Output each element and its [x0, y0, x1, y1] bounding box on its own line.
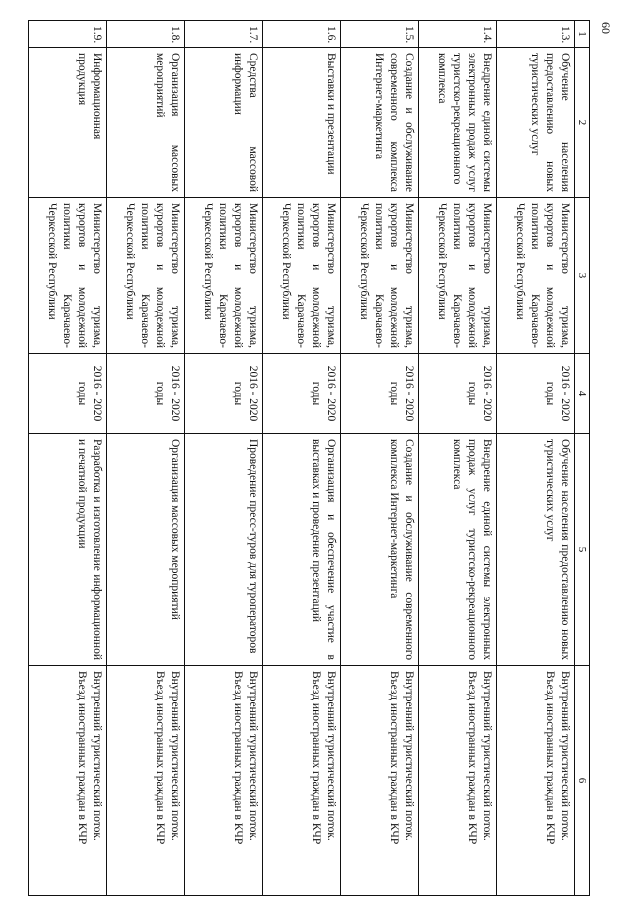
result-tourist-flow: Внутренний туристический поток. — [403, 671, 415, 841]
executor-cell: Министерство туризма, курортов и молодежной политики Карачаево-Черкесской Республики — [341, 198, 419, 354]
table-row — [185, 21, 263, 896]
row-number-cell: 1.3. — [497, 21, 575, 48]
activity-cell: Разработка и изготовление информационной и печатной продукции — [29, 434, 107, 666]
activity-cell: Организация массовых мероприятий — [107, 434, 185, 666]
period-cell: 2016 - 2020 годы — [497, 354, 575, 434]
rotated-page-area — [46, 20, 590, 895]
table-row — [263, 21, 341, 896]
page-number: 60 — [599, 22, 613, 34]
column-number: 5 — [575, 434, 590, 666]
executor-cell: Министерство туризма, курортов и молодежной политики Карачаево-Черкесской Республики — [497, 198, 575, 354]
result-foreign-entry: Въезд иностранных граждан в КЧР — [310, 671, 323, 845]
column-number-row — [575, 21, 590, 896]
result-foreign-entry: Въезд иностранных граждан в КЧР — [544, 671, 557, 845]
program-measures-table — [28, 20, 590, 896]
row-number-cell: 1.9. — [29, 21, 107, 48]
activity-cell: Организация и обеспечение участие в выставках и проведение презентаций — [263, 434, 341, 666]
expected-result-cell — [185, 666, 263, 896]
activity-cell: Обучение населения предоставлению новых туристических услуг — [497, 434, 575, 666]
expected-result-cell — [497, 666, 575, 896]
row-number-cell: 1.5. — [341, 21, 419, 48]
executor-cell: Министерство туризма, курортов и молодежной политики Карачаево-Черкесской Республики — [107, 198, 185, 354]
column-number: 1 — [575, 21, 590, 48]
period-cell: 2016 - 2020 годы — [185, 354, 263, 434]
period-cell: 2016 - 2020 годы — [341, 354, 419, 434]
result-foreign-entry: Въезд иностранных граждан в КЧР — [154, 671, 167, 845]
result-tourist-flow: Внутренний туристический поток. — [481, 671, 493, 841]
period-cell: 2016 - 2020 годы — [419, 354, 497, 434]
activity-cell: Проведение пресс-туров для туроператоров — [185, 434, 263, 666]
expected-result-cell — [263, 666, 341, 896]
table-row — [107, 21, 185, 896]
expected-result-cell — [107, 666, 185, 896]
activity-cell: Создание и обслуживание современного комплекса Интернет-маркетинга — [341, 434, 419, 666]
row-number-cell: 1.7. — [185, 21, 263, 48]
column-number: 4 — [575, 354, 590, 434]
period-cell: 2016 - 2020 годы — [263, 354, 341, 434]
column-number: 3 — [575, 198, 590, 354]
result-foreign-entry: Въезд иностранных граждан в КЧР — [232, 671, 245, 845]
row-number-cell: 1.4. — [419, 21, 497, 48]
measure-name-cell: Средства массовой информации — [185, 48, 263, 198]
table-row — [419, 21, 497, 896]
executor-cell: Министерство туризма, курортов и молодежной политики Карачаево-Черкесской Республики — [185, 198, 263, 354]
period-cell: 2016 - 2020 годы — [107, 354, 185, 434]
result-foreign-entry: Въезд иностранных граждан в КЧР — [76, 671, 89, 845]
expected-result-cell — [341, 666, 419, 896]
measure-name-cell: Информационная продукция — [29, 48, 107, 198]
executor-cell: Министерство туризма, курортов и молодежной политики Карачаево-Черкесской Республики — [263, 198, 341, 354]
result-foreign-entry: Въезд иностранных граждан в КЧР — [466, 671, 479, 845]
table-row — [29, 21, 107, 896]
result-tourist-flow: Внутренний туристический поток. — [91, 671, 103, 841]
expected-result-cell — [29, 666, 107, 896]
expected-result-cell — [419, 666, 497, 896]
result-tourist-flow: Внутренний туристический поток. — [169, 671, 181, 841]
result-tourist-flow: Внутренний туристический поток. — [559, 671, 571, 841]
column-number: 2 — [575, 48, 590, 198]
executor-cell: Министерство туризма, курортов и молодежной политики Карачаево-Черкесской Республики — [419, 198, 497, 354]
measure-name-cell: Выставки и презентации — [263, 48, 341, 198]
measure-name-cell: Обучение населения предоставлению новых туристических услуг — [497, 48, 575, 198]
table-body — [29, 21, 590, 896]
row-number-cell: 1.6. — [263, 21, 341, 48]
period-cell: 2016 - 2020 годы — [29, 354, 107, 434]
executor-cell: Министерство туризма, курортов и молодежной политики Карачаево-Черкесской Республики — [29, 198, 107, 354]
table-row — [497, 21, 575, 896]
measure-name-cell: Внедрение единой системы электронных продаж услуг туристско-рекреационного комплекса — [419, 48, 497, 198]
column-number: 6 — [575, 666, 590, 896]
result-tourist-flow: Внутренний туристический поток. — [247, 671, 259, 841]
result-foreign-entry: Въезд иностранных граждан в КЧР — [388, 671, 401, 845]
table-row — [341, 21, 419, 896]
measure-name-cell: Организация массовых мероприятий — [107, 48, 185, 198]
row-number-cell: 1.8. — [107, 21, 185, 48]
measure-name-cell: Создание и обслуживание современного комплекса Интернет-маркетинга — [341, 48, 419, 198]
result-tourist-flow: Внутренний туристический поток. — [325, 671, 337, 841]
activity-cell: Внедрение единой системы электронных продаж услуг туристско-рекреационного комплекса — [419, 434, 497, 666]
